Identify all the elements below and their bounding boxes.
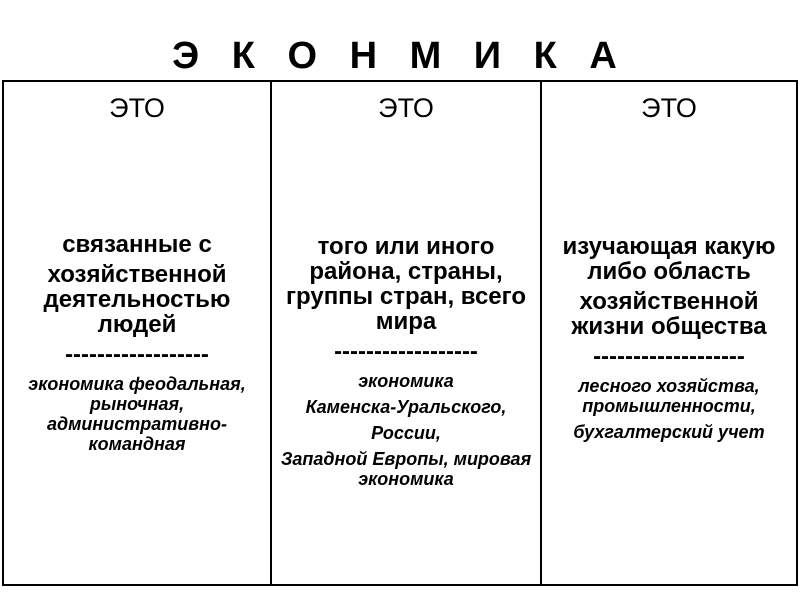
- column-3: [542, 82, 796, 584]
- main-text: хозяйственной жизни общества: [571, 288, 767, 340]
- example-text: лесного хозяйства, промышленности,: [578, 376, 760, 416]
- main-text: связанные с: [62, 231, 212, 258]
- column-body: [12, 232, 262, 460]
- column-body: [280, 234, 532, 495]
- example-text: экономика: [358, 371, 454, 391]
- main-text: хозяйственной деятельностью людей: [43, 261, 231, 338]
- column-header: ЭТО: [641, 93, 697, 123]
- example-text: бухгалтерский учет: [573, 422, 765, 442]
- column-2: [272, 82, 542, 584]
- dash-separator: ------------------: [65, 341, 209, 368]
- example-text: России,: [371, 423, 441, 443]
- dash-separator: ------------------: [334, 338, 478, 365]
- dash-separator: -------------------: [593, 343, 745, 370]
- slide-title: Э К О Н М И К А: [172, 35, 628, 77]
- example-text: экономика феодальная, рыночная, административно-командная: [28, 374, 246, 454]
- example-text: Каменска-Уральского,: [305, 397, 507, 417]
- main-text: того или иного района, страны, группы стран, всего мира: [286, 233, 526, 335]
- example-text: Западной Европы, мировая экономика: [280, 449, 532, 489]
- column-header: ЭТО: [378, 93, 434, 123]
- main-text: изучающая какую либо область: [562, 233, 776, 285]
- definition-table: [2, 80, 798, 586]
- column-body: [550, 234, 788, 448]
- column-header: ЭТО: [109, 93, 165, 123]
- column-1: [4, 82, 272, 584]
